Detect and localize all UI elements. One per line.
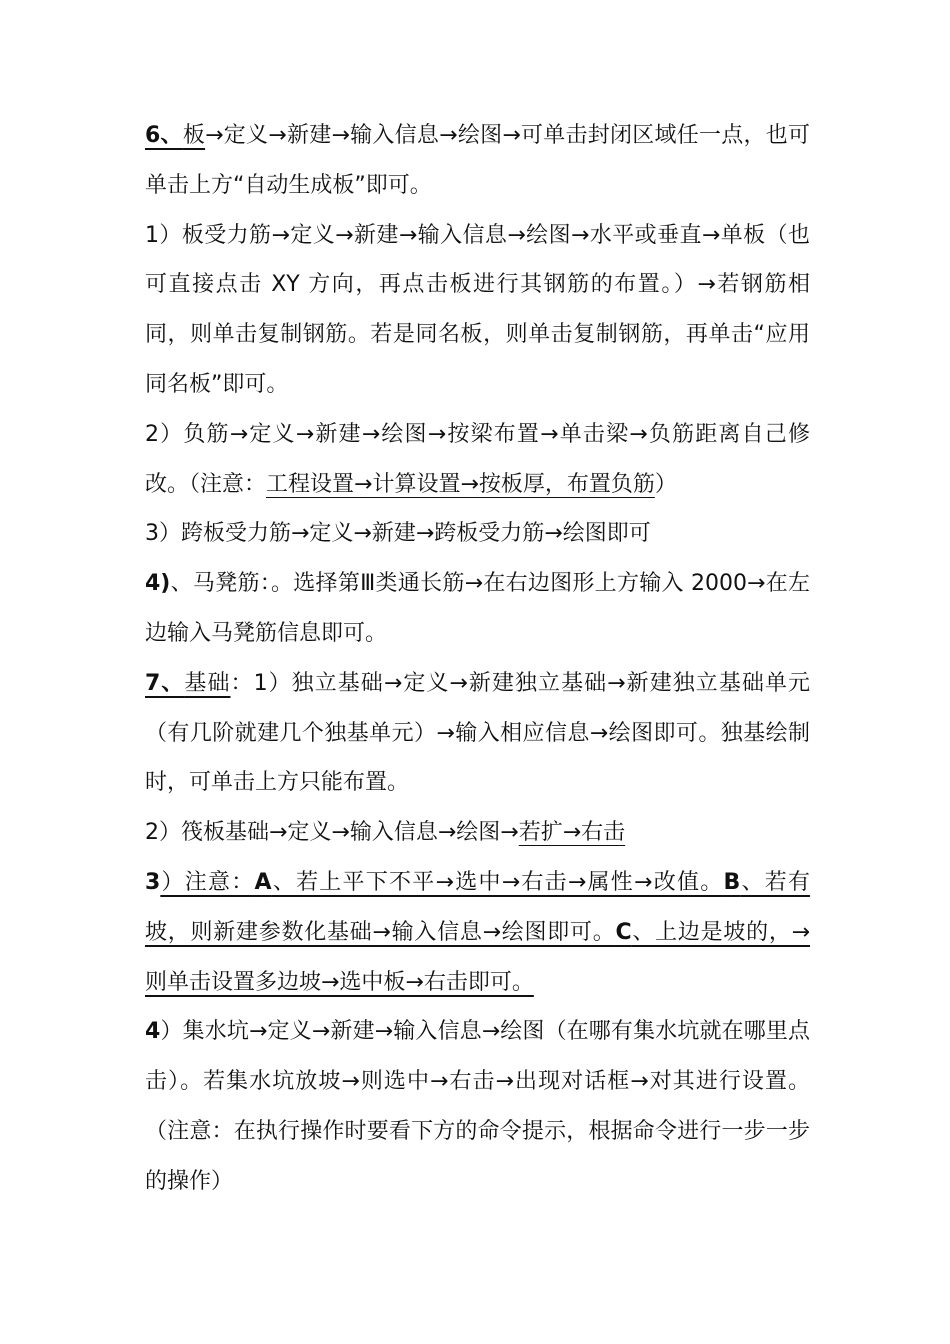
sump-pit-text: ）集水坑→定义→新建→输入信息→绘图（在哪有集水坑就在哪里点击）。若集水坑放坡→则选中→右击→出现对话框→对其进行设置。（注意：在执行操作时要看下方的命令提示，根据命令进行一步一步的操作） xyxy=(145,1019,810,1194)
paragraph-slab-rebar xyxy=(145,211,810,410)
paragraph-cross-slab-rebar xyxy=(145,509,810,559)
paragraph-slab xyxy=(145,111,810,211)
note-b-text: 、若有坡，则新建参数化基础→输入信息→绘图即可。 xyxy=(145,869,810,945)
slab-heading: 板 xyxy=(182,123,206,148)
paragraph-foundation xyxy=(145,659,810,808)
raft-foundation-note: 若扩→右击 xyxy=(518,820,626,846)
note-c-text: 、上边是坡的，→则单击设置多边坡→选中板→右击即可。 xyxy=(145,919,810,995)
document-body xyxy=(145,111,810,1207)
foundation-text: ：1）独立基础→定义→新建独立基础→新建独立基础单元（有几阶就建几个独基单元）→输入相应信息→绘图即可。独基绘制时，可单击上方只能布置。 xyxy=(145,670,810,796)
note-a-marker: A xyxy=(254,869,272,895)
chair-bar-text: 、马凳筋：。选择第Ⅲ类通长筋→在右边图形上方输入 2000→在左边输入马凳筋信息即可。 xyxy=(145,571,810,646)
note-number-3: 3 xyxy=(145,869,161,895)
raft-foundation-text: 2）筏板基础→定义→输入信息→绘图→ xyxy=(145,820,519,846)
negative-rebar-close: ） xyxy=(654,471,677,497)
paragraph-negative-rebar xyxy=(145,410,810,510)
slab-text: →定义→新建→输入信息→绘图→可单击封闭区域任一点，也可单击上方“自动生成板”即可。 xyxy=(145,123,810,198)
paragraph-raft-foundation xyxy=(145,808,810,858)
slab-rebar-text: 1）板受力筋→定义→新建→输入信息→绘图→水平或垂直→单板（也可直接点击 XY 方向，再点击板进行其钢筋的布置。）→若钢筋相同，则单击复制钢筋。若是同名板，则单击复制钢筋，再单击“应用同名板”即可。 xyxy=(145,222,810,397)
cross-slab-rebar-text: 3）跨板受力筋→定义→新建→跨板受力筋→绘图即可 xyxy=(145,521,651,547)
note-label: ）注意： xyxy=(160,869,255,895)
negative-rebar-text: 2）负筋→定义→新建→绘图→按梁布置→单击梁→负筋距离自己修改。（注意： xyxy=(145,421,810,497)
paragraph-chair-bar xyxy=(145,559,810,659)
section-number-7: 7、 xyxy=(145,670,185,696)
foundation-heading: 基础 xyxy=(184,670,231,696)
section-number-6: 6、 xyxy=(145,123,183,148)
paragraph-foundation-notes xyxy=(145,858,810,1007)
sump-pit-number: 4 xyxy=(145,1019,161,1045)
negative-rebar-note: 工程设置→计算设置→按板厚，布置负筋 xyxy=(266,471,655,497)
note-c-marker: C xyxy=(615,919,632,945)
paragraph-sump-pit xyxy=(145,1007,810,1206)
note-a-text: 、若上平下不平→选中→右击→属性→改值。 xyxy=(271,869,724,895)
note-b-marker: B xyxy=(723,869,741,895)
chair-bar-number: 4) xyxy=(145,571,171,597)
